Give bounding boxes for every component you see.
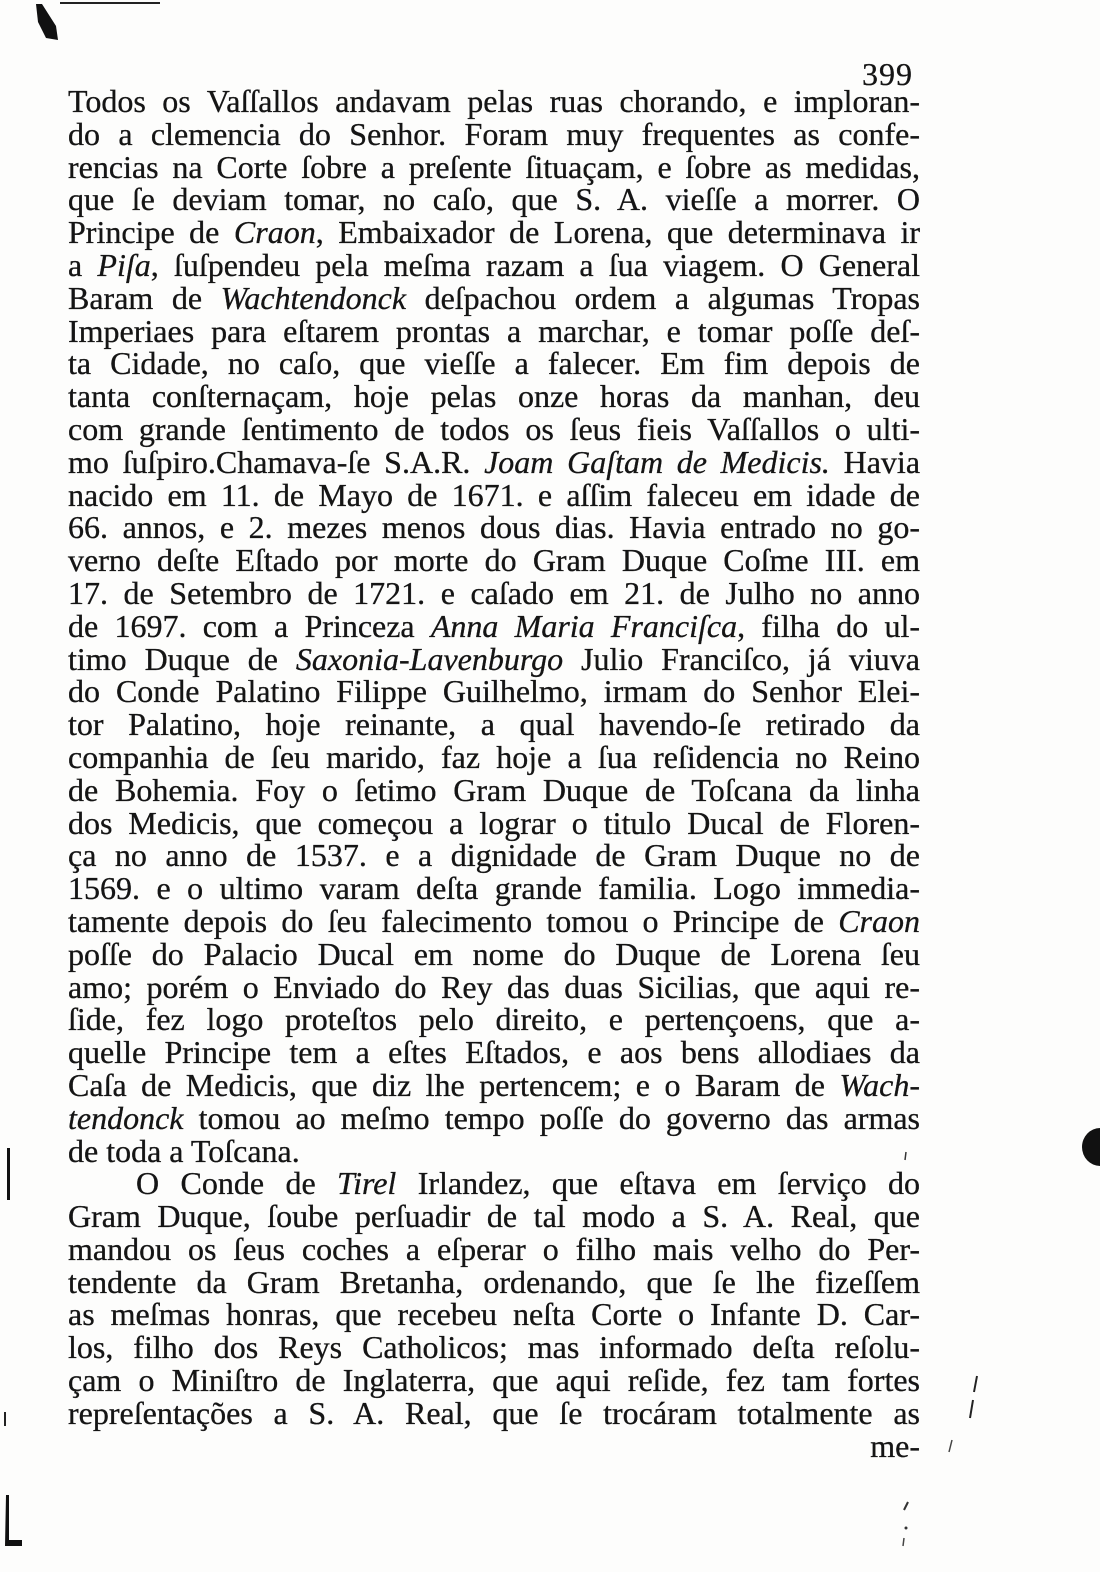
text-line bbox=[68, 1298, 920, 1331]
text-line bbox=[68, 1263, 920, 1300]
page-text bbox=[68, 85, 920, 1462]
text-run: ta Cidade, no caſo, que vieſſe a falecer. Em fim depois de bbox=[68, 345, 920, 382]
text-line bbox=[68, 872, 920, 905]
text-run: deſpachou ordem a algumas Tropas bbox=[406, 279, 920, 316]
text-line bbox=[68, 1036, 920, 1069]
paragraph bbox=[68, 1167, 920, 1429]
text-run: tor Palatino, hoje reinante, a qual havendo-ſe retirado da bbox=[68, 706, 920, 743]
text-run: Caſa de Medicis, que diz lhe pertencem; e o Baram de bbox=[68, 1066, 840, 1103]
text-run: nacido em 11. de Mayo de 1671. e aſſim faleceu em idade de bbox=[68, 476, 920, 513]
text-line bbox=[68, 1200, 920, 1233]
left-edge-mark bbox=[7, 1148, 10, 1200]
text-run: ça no anno de 1537. e a dignidade de Gram Duque no de bbox=[68, 837, 920, 874]
italic-text: Wach- bbox=[839, 1066, 920, 1103]
text-line bbox=[68, 935, 920, 972]
text-line bbox=[68, 115, 920, 152]
text-run: 17. de Setembro de 1721. e caſado em 21. de Julho no anno bbox=[68, 574, 920, 611]
text-run: poſſe do Palacio Ducal em nome do Duque de Lorena ſeu bbox=[68, 935, 920, 972]
text-run: amo; porém o Enviado do Rey das duas Sicilias, que aqui re- bbox=[68, 968, 920, 1005]
right-margin-speck bbox=[949, 1440, 952, 1452]
text-run: Principe de bbox=[68, 214, 234, 251]
right-margin-stroke bbox=[970, 1400, 973, 1418]
text-run: quelle Principe tem a eſtes Eſtados, e aos bens allodiaes da bbox=[68, 1034, 920, 1071]
italic-text: Wachtendonck bbox=[220, 279, 407, 316]
text-line bbox=[68, 85, 920, 118]
text-run: , filha do ul- bbox=[737, 607, 921, 644]
text-line bbox=[68, 968, 920, 1005]
text-run: Todos os Vaſſallos andavam pelas ruas chorando, e imploran- bbox=[68, 83, 920, 119]
text-line bbox=[68, 771, 920, 808]
text-line bbox=[68, 1099, 920, 1136]
italic-text: Joam Gaſtam de Medicis. bbox=[484, 443, 830, 480]
text-run: tomou ao meſmo tempo poſſe do governo das armas bbox=[183, 1099, 920, 1136]
text-line bbox=[68, 511, 920, 544]
text-line bbox=[68, 1394, 920, 1431]
text-run: dos Medicis, que começou a lograr o titulo Ducal de Floren- bbox=[68, 804, 920, 841]
text-run: rencias na Corte ſobre a preſente ſituaçam, e ſobre as medidas, bbox=[68, 148, 920, 185]
text-line bbox=[68, 410, 920, 447]
text-run: Julio Franciſco, já viuva bbox=[563, 640, 921, 677]
text-run: , ſuſpendeu pela meſma razam a ſua viagem. O General bbox=[150, 246, 921, 283]
text-run: de Bohemia. Foy o ſetimo Gram Duque de Toſcana da linha bbox=[68, 771, 920, 808]
text-run: çam o Miniſtro de Inglaterra, que aqui reſide, fez tam fortes bbox=[68, 1362, 920, 1399]
text-line bbox=[68, 476, 920, 513]
text-line bbox=[68, 839, 920, 872]
bottom-speck bbox=[905, 1527, 908, 1530]
italic-text: Craon bbox=[233, 214, 316, 251]
text-line bbox=[68, 640, 921, 677]
right-edge-blob bbox=[1082, 1128, 1100, 1166]
text-run: Gram Duque, ſoube perſuadir de tal modo a S. A. Real, que bbox=[68, 1198, 920, 1235]
text-line bbox=[68, 1132, 920, 1169]
text-run: mandou os ſeus coches a eſperar o filho mais velho do Per- bbox=[68, 1230, 920, 1267]
bottom-speck bbox=[904, 1502, 908, 1510]
italic-text: Saxonia-Lavenburgo bbox=[295, 640, 564, 677]
page-number: 399 bbox=[862, 56, 913, 92]
text-line bbox=[68, 443, 921, 480]
left-edge-speck bbox=[4, 1412, 6, 1426]
text-run: 1569. e o ultimo varam deſta grande familia. Logo immedia- bbox=[68, 870, 920, 907]
italic-text: Anna Maria Franciſca bbox=[430, 607, 738, 644]
text-run: as meſmas honras, que recebeu neſta Corte o Infante D. Car- bbox=[68, 1296, 920, 1333]
bottom-speck bbox=[903, 1538, 904, 1546]
text-line bbox=[68, 544, 920, 577]
top-edge-line bbox=[60, 2, 160, 4]
text-run: de 1697. com a Princeza bbox=[68, 607, 431, 644]
italic-text: Craon bbox=[838, 902, 920, 939]
text-line bbox=[68, 1003, 920, 1036]
text-line bbox=[68, 1167, 920, 1200]
paragraph bbox=[68, 85, 920, 1167]
text-run: do a clemencia do Senhor. Foram muy frequentes as confe- bbox=[68, 115, 920, 152]
left-bottom-mark bbox=[5, 1495, 22, 1546]
text-line bbox=[68, 216, 920, 249]
text-run: repreſentações a S. A. Real, que ſe trocáram totalmente as bbox=[68, 1394, 920, 1431]
text-run: que ſe deviam tomar, no caſo, que S. A. vieſſe a morrer. O bbox=[68, 181, 920, 218]
text-line bbox=[68, 380, 920, 413]
text-line bbox=[68, 1331, 920, 1364]
text-line bbox=[68, 279, 920, 316]
text-line bbox=[68, 675, 920, 708]
text-line bbox=[68, 902, 920, 939]
text-run: tendente da Gram Bretanha, ordenando, que ſe lhe fizeſſem bbox=[68, 1263, 920, 1300]
text-line bbox=[68, 148, 920, 185]
text-line bbox=[68, 347, 920, 380]
text-run: companhia de ſeu marido, faz hoje a ſua reſidencia no Reino bbox=[68, 738, 920, 775]
text-run: ſide, fez logo proteſtos pelo direito, e pertençoens, que a- bbox=[68, 1001, 920, 1038]
text-run: Havia bbox=[829, 443, 921, 480]
text-run: verno deſte Eſtado por morte do Gram Duque Coſme III. em bbox=[68, 542, 920, 579]
italic-text: Tirel bbox=[337, 1165, 397, 1202]
text-run: do Conde Palatino Filippe Guilhelmo, irmam do Senhor Elei- bbox=[68, 673, 920, 710]
text-run: Imperiaes para eſtarem prontas a marchar, e tomar poſſe deſ- bbox=[68, 312, 920, 349]
text-line bbox=[68, 1364, 920, 1397]
text-line bbox=[68, 1230, 920, 1267]
text-run: , Embaixador de Lorena, que determinava ir bbox=[315, 214, 921, 251]
paragraphs bbox=[68, 85, 920, 1430]
text-run: com grande ſentimento de todos os ſeus fieis Vaſſallos o ulti- bbox=[68, 410, 920, 447]
text-line bbox=[68, 804, 920, 841]
text-line bbox=[68, 738, 920, 775]
text-line bbox=[68, 574, 920, 611]
text-line bbox=[68, 1066, 920, 1103]
text-run: 66. annos, e 2. mezes menos dous dias. Havia entrado no go- bbox=[68, 509, 920, 546]
text-run: de toda a Toſcana. bbox=[68, 1132, 300, 1169]
text-line bbox=[68, 246, 921, 283]
text-run: timo Duque de bbox=[68, 640, 296, 677]
text-run: los, filho dos Reys Catholicos; mas informado deſta reſolu- bbox=[68, 1329, 920, 1366]
text-run: a bbox=[68, 246, 98, 283]
text-run: Irlandez, que eſtava em ſerviço do bbox=[396, 1165, 920, 1202]
text-line bbox=[68, 312, 920, 349]
text-line bbox=[68, 708, 920, 741]
text-line bbox=[68, 183, 920, 216]
text-run: tamente depois do ſeu falecimento tomou o Principe de bbox=[68, 902, 839, 939]
italic-text: Piſa bbox=[97, 246, 151, 283]
text-run: tanta conſternaçam, hoje pelas onze horas da manhan, deu bbox=[68, 378, 920, 415]
right-margin-stroke bbox=[974, 1376, 977, 1392]
text-run: mo ſuſpiro.Chamava-ſe S.A.R. bbox=[68, 443, 485, 480]
catchword: me- bbox=[870, 1427, 920, 1464]
text-run: O Conde de bbox=[136, 1165, 338, 1202]
italic-text: tendonck bbox=[68, 1099, 184, 1136]
text-run: Baram de bbox=[68, 279, 221, 316]
text-line bbox=[68, 607, 921, 644]
corner-mark bbox=[36, 4, 58, 40]
